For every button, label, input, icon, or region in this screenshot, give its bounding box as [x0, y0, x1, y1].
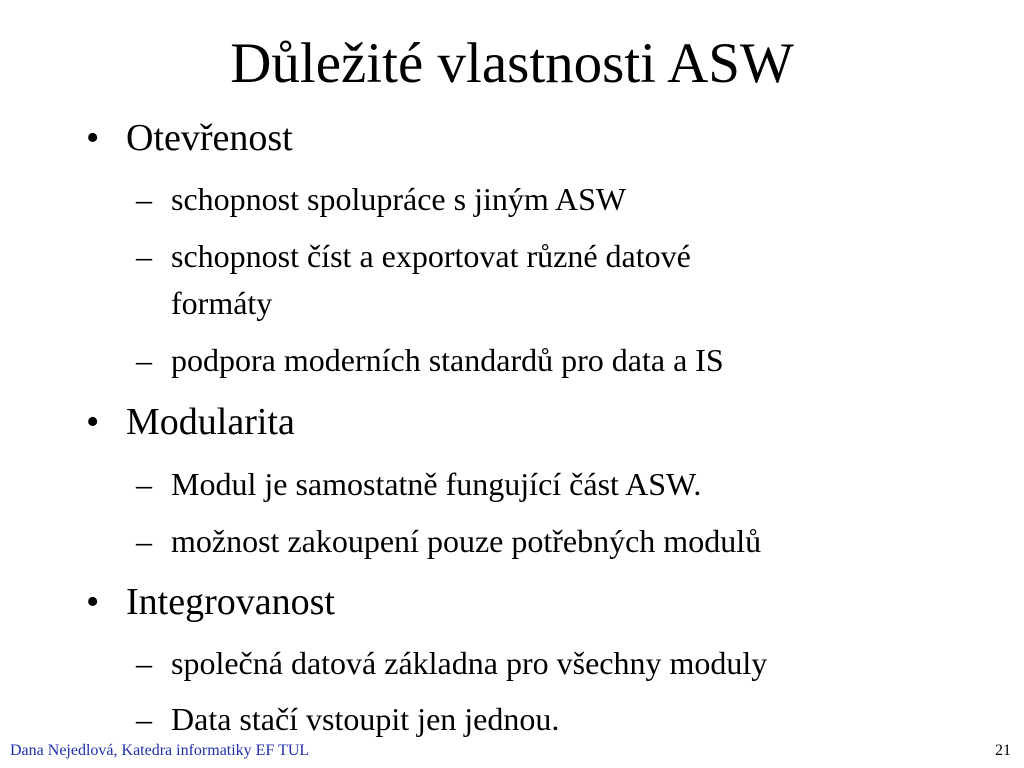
- subitem-text: podpora moderních standardů pro data a IS: [171, 342, 724, 378]
- bullet-label: Integrovanost: [126, 581, 335, 623]
- dash-icon: –: [136, 701, 152, 737]
- subitem-text: Modul je samostatně fungující část ASW.: [171, 466, 702, 502]
- subitem-text: schopnost číst a exportovat různé datové: [171, 238, 691, 274]
- subitem-continuation: formáty: [171, 285, 273, 321]
- bullet-icon: •: [86, 401, 100, 443]
- subitem: [136, 700, 559, 738]
- subitem-text: společná datová základna pro všechny moduly: [171, 645, 768, 681]
- subitem: [136, 180, 626, 218]
- footer-author: Dana Nejedlová, Katedra informatiky EF TUL: [10, 742, 310, 759]
- bullet-label: Modularita: [126, 401, 295, 443]
- slide-title: Důležité vlastnosti ASW: [230, 32, 794, 95]
- dash-icon: –: [136, 466, 152, 502]
- dash-icon: –: [136, 645, 152, 681]
- dash-icon: –: [136, 523, 152, 559]
- subitem: [136, 522, 761, 560]
- bullet-item-modularita: [86, 400, 295, 444]
- dash-icon: –: [136, 181, 152, 217]
- dash-icon: –: [136, 342, 152, 378]
- subitem-text: schopnost spolupráce s jiným ASW: [171, 181, 627, 217]
- page-number: 21: [995, 742, 1011, 759]
- bullet-icon: •: [86, 117, 100, 159]
- subitem: [136, 644, 767, 682]
- bullet-item-integrovanost: [86, 580, 335, 624]
- subitem: [136, 341, 724, 379]
- bullet-label: Otevřenost: [126, 117, 293, 159]
- bullet-icon: •: [86, 581, 100, 623]
- subitem-text: Data stačí vstoupit jen jednou.: [171, 701, 560, 737]
- bullet-item-otevrenost: [86, 116, 293, 160]
- dash-icon: –: [136, 238, 152, 274]
- subitem: [136, 465, 701, 503]
- subitem: [136, 237, 691, 275]
- subitem-text: možnost zakoupení pouze potřebných modulů: [171, 523, 762, 559]
